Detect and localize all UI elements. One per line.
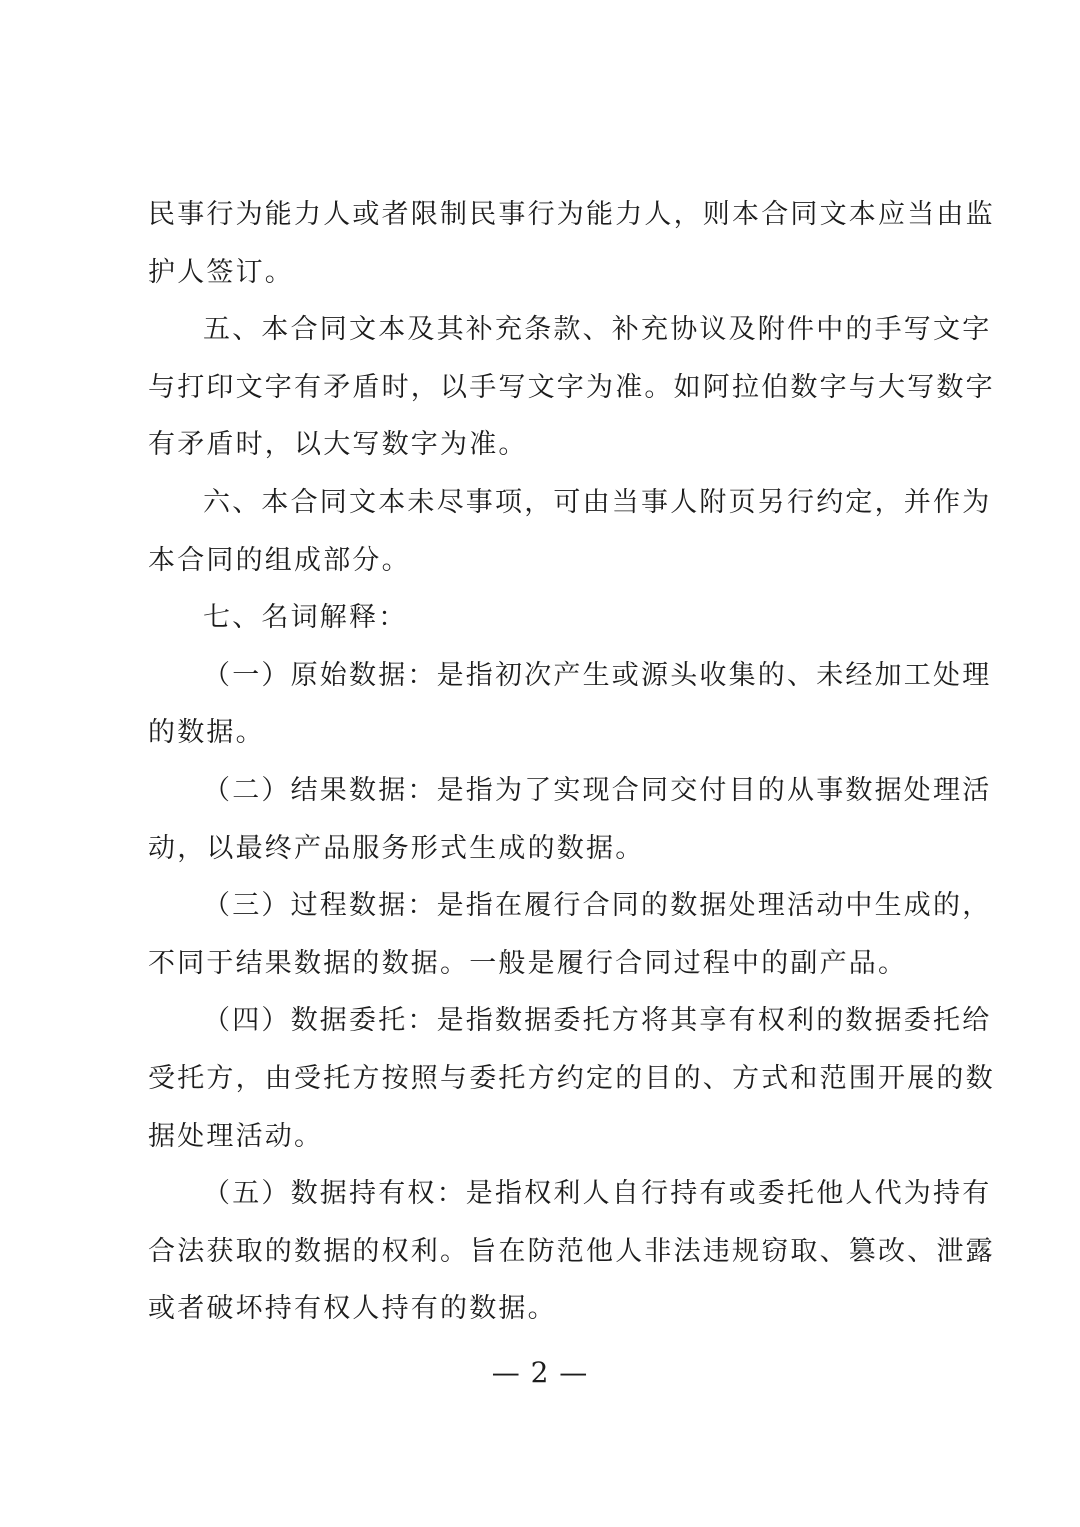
text-line: （五）数据持有权：是指权利人自行持有或委托他人代为持有: [203, 1178, 992, 1210]
text-line: （三）过程数据：是指在履行合同的数据处理活动中生成的，: [203, 890, 992, 922]
text-line: 受托方，由受托方按照与委托方约定的目的、方式和范围开展的数: [148, 1062, 995, 1094]
text-line: 不同于结果数据的数据。一般是履行合同过程中的副产品。: [148, 947, 908, 979]
text-line: 或者破坏持有权人持有的数据。: [148, 1293, 557, 1325]
text-line: 民事行为能力人或者限制民事行为能力人，则本合同文本应当由监: [148, 199, 995, 230]
text-line: 五、本合同文本及其补充条款、补充协议及附件中的手写文字: [203, 314, 992, 346]
text-line: 护人签订。: [148, 256, 294, 288]
text-line: 动，以最终产品服务形式生成的数据。: [148, 832, 645, 864]
text-line: 有矛盾时，以大写数字为准。: [148, 429, 528, 461]
text-line: （四）数据委托：是指数据委托方将其享有权利的数据委托给: [203, 1005, 992, 1037]
text-line: 与打印文字有矛盾时，以手写文字为准。如阿拉伯数字与大写数字: [148, 371, 995, 403]
text-line: 的数据。: [148, 717, 265, 749]
contract-body-text: [148, 186, 995, 1338]
text-line: 六、本合同文本未尽事项，可由当事人附页另行约定，并作为: [203, 486, 992, 518]
text-line: 本合同的组成部分。: [148, 544, 411, 576]
text-line: （二）结果数据：是指为了实现合同交付目的从事数据处理活: [203, 774, 992, 806]
page-number: — 2 —: [491, 1356, 589, 1389]
text-line: （一）原始数据：是指初次产生或源头收集的、未经加工处理: [203, 659, 992, 691]
text-line: 据处理活动。: [148, 1120, 324, 1152]
text-line: 合法获取的数据的权利。旨在防范他人非法违规窃取、篡改、泄露: [148, 1235, 995, 1267]
text-line: 七、名词解释：: [203, 602, 408, 634]
